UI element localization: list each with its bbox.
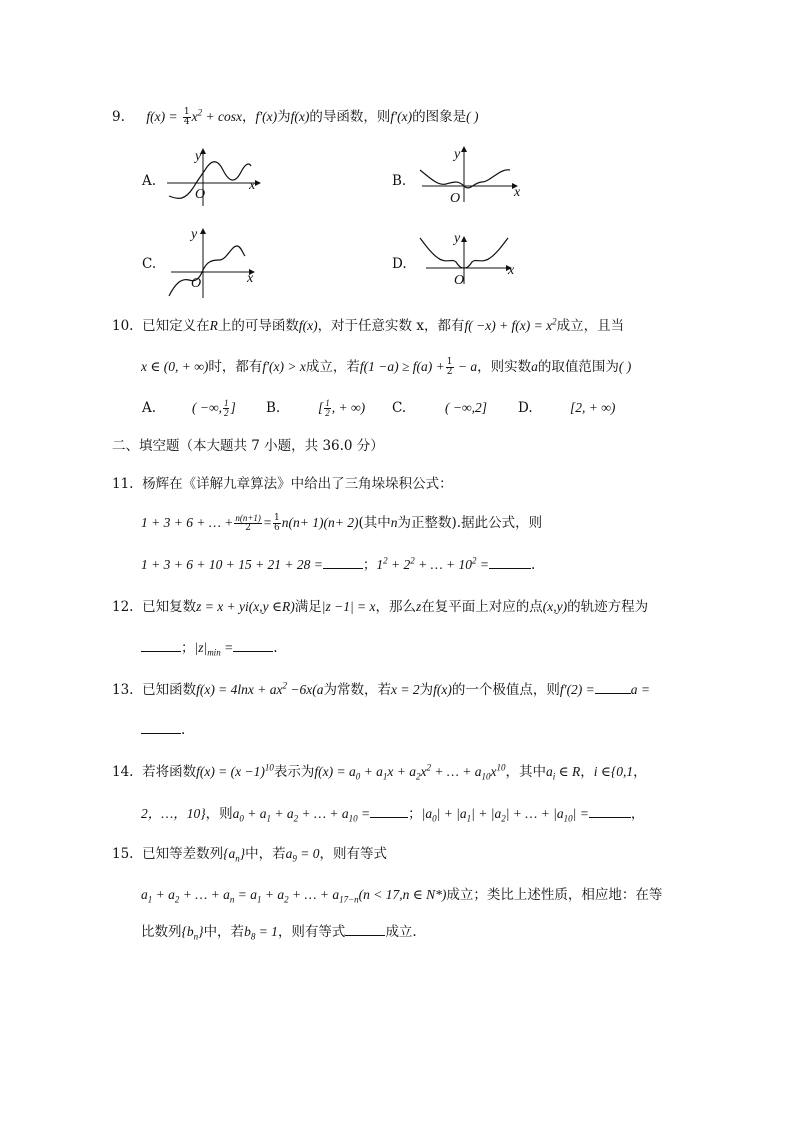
graph-a (165, 146, 265, 208)
svg-text:y: y (454, 231, 461, 246)
axis-x-label: x (249, 178, 256, 193)
question-number: 9. (112, 109, 125, 125)
svg-text:x: x (514, 185, 521, 200)
q10-option-c-value: ( −∞,2] (445, 400, 487, 415)
svg-text:x: x (508, 263, 515, 278)
q10-option-a-value: ( −∞, $\frac{1}{2}$ ] (192, 398, 236, 419)
section-header: 二、填空题（本大题共 7 小题，共 36.0 分） (112, 438, 384, 454)
svg-text:y: y (454, 147, 461, 162)
q10-option-d: D. (518, 400, 533, 416)
answer-blank[interactable] (370, 805, 408, 818)
answer-blank[interactable] (589, 805, 631, 818)
q12-line1: 12. 已知复数z = x + yi(x,y ∈R)满足|z −1| = x，那么z在复平面上对应的点(x,y)的轨迹方程为 (112, 599, 649, 615)
q11-line1: 11. 杨辉在《详解九章算法》中给出了三角垛垛积公式： (112, 476, 453, 492)
q15-line1: 15. 已知等差数列$\{a_n\}$中，若$a_9 = 0$，则有等式 (112, 846, 388, 864)
graph-d (416, 228, 526, 290)
q15-line3: 比数列$\{b_n\}$中，若$b_8 = 1$，则有等式 成立. (141, 924, 417, 942)
answer-blank[interactable] (141, 639, 181, 652)
option-b-label: B. (392, 173, 407, 189)
option-a-label: A. (142, 173, 157, 189)
q13-line1: 13. 已知函数$f(x) = 4\ln x + ax^2 -6x(a$为常数，若x = 2为f(x)的一个极值点，则f′(2) = a = (112, 680, 651, 698)
q15-line2: $a_1 + a_2$ + … + $a_n = a_1 + a_2$ + … + $a_{17-n}(n < 17,n$ ∈ N*)成立；类比上述性质，相应地：在等 (141, 887, 663, 905)
q10-line1: 10. 已知定义在R上的可导函数f(x)，对于任意实数 x，都有$f( -x) + f(x) = x^2$成立，且当 (112, 316, 625, 334)
q10-option-a: A. (142, 400, 157, 416)
graph-b (416, 142, 526, 206)
axis-y-label: y (195, 149, 202, 164)
answer-blank[interactable] (489, 556, 531, 569)
answer-blank[interactable] (233, 639, 273, 652)
answer-blank[interactable] (323, 556, 363, 569)
q10-option-c: C. (392, 400, 407, 416)
q12-line2: ；$|z|_{min}$ = . (141, 639, 277, 657)
answer-blank[interactable] (345, 923, 385, 936)
svg-text:O: O (191, 276, 202, 291)
q11-line2: 1 + 3 + 6 + … + $\frac{n(n+1)}{2}$ = $\frac{1}{6}$ n(n+ 1)(n+ 2)(其中n为正整数).据此公式，则 (141, 513, 543, 533)
q11-line3: 1 + 3 + 6 + 10 + 15 + 21 + 28 = ；$1^2 + 2^2$ + … + $10^2$ = . (141, 555, 536, 573)
q10-option-d-value: [2, + ∞) (570, 400, 616, 415)
q10-option-b: B. (266, 400, 281, 416)
svg-text:O: O (454, 273, 465, 288)
q10-option-b-value: [ $\frac{1}{2}$ , + ∞) (318, 398, 366, 419)
q14-line2: 2，…，10}，则$a_0 + a_1 + a_2$ + … + $a_{10}$ = ；$|a_0| + |a_1| + |a_2|$ + … + $|a_{10}|$ = ， (141, 806, 645, 824)
svg-text:x: x (247, 271, 254, 286)
q13-line2: . (141, 721, 185, 739)
q9-stem: 9. f(x) = $\frac{1}{4}$ $x^2 + \cos x$，f′(x)为f(x)的导函数，则f′(x)的图象是( ) (112, 107, 479, 127)
svg-text:O: O (450, 191, 461, 206)
q14-line1: 14. 若将函数$f(x) = (x -1)^{10}$表示为$f(x) = a_0 + a_1x + a_2x^2$ + … + $a_{10}x^{10}$，其中$a_i$ ∈ R，i ∈{0,1， (112, 762, 647, 782)
option-c-label: C. (142, 256, 157, 272)
svg-text:y: y (191, 227, 198, 242)
graph-c (165, 224, 265, 302)
answer-blank[interactable] (141, 721, 181, 734)
fraction: $\frac{1}{4}$ (183, 107, 190, 127)
option-d-label: D. (392, 256, 407, 272)
q10-line2: x ∈ (0, + ∞)时，都有f′(x) > x成立，若f(1 −a) ≥ f(a) + $\frac{1}{2}$ − a，则实数a的取值范围为( ) (141, 357, 632, 377)
axis-origin-label: O (195, 187, 206, 202)
answer-blank[interactable] (595, 681, 631, 694)
